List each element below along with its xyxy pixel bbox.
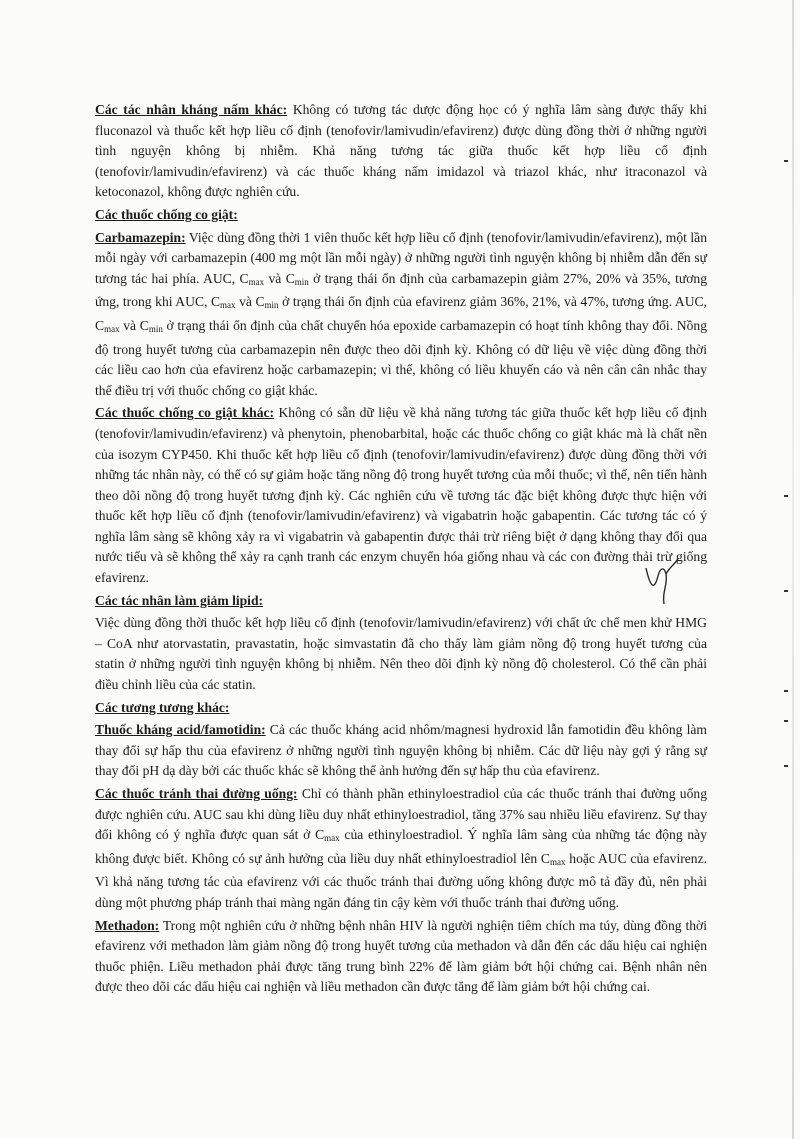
subscript: min: [148, 323, 163, 334]
text-lipid: Việc dùng đồng thời thuốc kết hợp liều cố định (tenofovir/lamivudin/efavirenz) với chất ức chế men khử HMG – CoA như atorvastatin, pravastatin, hoặc simvastatin đã cho thấy làm giảm nồng độ trong huyết tương của statin ở những người tình nguyện không bị nhiễm. Nên theo dõi định kỳ nồng độ cholesterol. Có thể cần phải điều chỉnh liều của các statin.: [95, 615, 707, 693]
paragraph-lipid-title: [95, 591, 707, 612]
heading-antacids: Thuốc kháng acid/famotidin:: [95, 722, 266, 738]
text-carbamazepin-1: Việc dùng đồng thời 1 viên thuốc kết hợp liều cố định (tenofovir/lamivudin/efavirenz), một lần mỗi ngày với carbamazepin (400 mg một lần mỗi ngày) ở những người tình nguyện không bị nhiễm dẫn đến sự tương tác hai phía. AUC, C: [95, 229, 707, 286]
heading-other-anticonvulsants: Các thuốc chống co giật khác:: [95, 405, 275, 421]
heading-carbamazepin: Carbamazepin:: [95, 229, 186, 245]
heading-lipid-agents: Các tác nhân làm giảm lipid:: [95, 592, 264, 608]
text-antacids: Cả các thuốc kháng acid nhôm/magnesi hydroxid lẫn famotidin đều không làm thay đổi sự hấp thu của efavirenz ở những người tình nguyện không bị nhiễm. Các dữ liệu này gợi ý rằng sự thay đổi pH dạ dày bởi các thuốc khác sẽ không thể ảnh hưởng đến sự hấp thu của efavirenz.: [95, 722, 707, 779]
paragraph-antifungals: [95, 100, 707, 203]
margin-mark: [784, 690, 788, 692]
text-antifungals: Không có tương tác dược động học có ý nghĩa lâm sàng được thấy khi fluconazol và thuốc kết hợp liều cố định (tenofovir/lamivudin/efavirenz) được dùng đồng thời ở những người tình nguyện không bị nhiễm. Khả năng tương tác giữa thuốc kết hợp liều cố định (tenofovir/lamivudin/efavirenz) và các thuốc kháng nấm imidazol và triazol khác, như itraconazol và ketoconazol, không được nghiên cứu.: [95, 102, 707, 200]
document-page: [95, 100, 707, 1000]
subscript: max: [248, 276, 265, 287]
heading-anticonvulsants: Các thuốc chống co giật:: [95, 206, 238, 222]
subscript: max: [324, 833, 340, 844]
margin-mark: [784, 720, 788, 722]
paragraph-antacids: [95, 720, 707, 782]
text-contraceptives-1: Chỉ có thành phần ethinyloestradiol của các thuốc tránh thai đường uống được nghiên cứu. AUC sau khi dùng liều duy nhất ethinyloestradiol, tăng 37% sau nhiều liều efavirenz. Sự thay đổi không có ý nghĩa được quan sát ở C: [95, 786, 707, 843]
text-other-anticonvulsants: Không có sẵn dữ liệu về khả năng tương tác giữa thuốc kết hợp liều cố định (tenofovir/lamivudin/efavirenz) và phenytoin, phenobarbital, hoặc các thuốc chống co giật khác mà là chất nền của isozym CYP450. Khi thuốc kết hợp liều cố định (tenofovir/lamivudin/efavirenz) được dùng đồng thời với những tác nhân này, có thể có sự giảm hoặc tăng nồng độ trong huyết tương của mỗi thuốc; vì thế, nên tiến hành theo dõi nồng độ trong huyết tương định kỳ. Các nghiên cứu về tương tác đặc biệt không được thực hiện với thuốc kết hợp liều cố định (tenofovir/lamivudin/efavirenz) và vigabatrin hoặc gabapentin. Các tương tác có ý nghĩa lâm sàng sẽ không xảy ra vì vigabatrin và gabapentin được thải trừ riêng biệt ở dạng không thay đổi qua nước tiểu và sẽ không thể xảy ra cạnh tranh các enzym chuyển hóa giống nhau và các con đường thải trừ giống efavirenz.: [95, 405, 707, 586]
paragraph-other-anticonvulsants: [95, 403, 707, 588]
margin-mark: [784, 590, 788, 592]
text-methadon: Trong một nghiên cứu ở những bệnh nhân HIV là người nghiện tiêm chích ma túy, dùng đồng thời efavirenz với methadon làm giảm nồng độ trong huyết tương của methadon và dẫn đến các dấu hiệu cai nghiện thuốc phiện. Liều methadon phải được tăng trung bình 22% để làm giảm bớt hội chứng cai. Bệnh nhân nên được theo dõi các dấu hiệu cai nghiện và liều methadon cần được tăng để làm giảm bớt hội chứng cai.: [95, 917, 707, 995]
paragraph-carbamazepin: [95, 228, 707, 402]
paragraph-anticonvulsants-title: [95, 205, 707, 226]
text-carbamazepin-7: ở trạng thái ổn định của chất chuyển hóa epoxide carbamazepin có hoạt tính không thay đổi. Nồng độ trong huyết tương của carbamazepin nên được theo dõi định kỳ. Không có dữ liệu về việc dùng đồng thời các liều cao hơn của efavirenz hoặc carbamazepin; vì thế, không có liều khuyến cáo và nên cân cân nhắc thay thế điều trị với thuốc chống co giật khác.: [95, 317, 707, 398]
handwritten-initial-mark: [642, 556, 682, 608]
heading-methadon: Methadon:: [95, 917, 160, 933]
text-carbamazepin-3: ở trạng thái ổn định của carbamazepin giảm 27%, 20% và 35%, tương ứng, trong khi AUC, C: [95, 270, 707, 310]
margin-mark: [784, 765, 788, 767]
heading-contraceptives: Các thuốc tránh thai đường uống:: [95, 786, 298, 801]
text-carbamazepin-5: ở trạng thái ổn định của efavirenz giảm 36%, 21%, và 47%, tương ứng. AUC, C: [95, 294, 708, 333]
text-carbamazepin-4: và C: [235, 294, 265, 310]
subscript: max: [104, 323, 120, 334]
paragraph-contraceptives: [95, 784, 707, 914]
subscript: max: [550, 856, 566, 867]
text-contraceptives-3: hoặc AUC của efavirenz. Vì khả năng tương tác của efavirenz với các thuốc tránh thai đường uống không được mô tả đầy đủ, nên phải dùng một phương pháp tránh thai màng ngăn đáng tin cậy kèm với thuốc tránh thai đường uống.: [95, 850, 708, 910]
paragraph-methadon: [95, 916, 707, 998]
margin-mark: [784, 160, 788, 162]
text-contraceptives-2: của ethinyloestradiol. Ý nghĩa lâm sàng của những tác động này không được biết. Không có sự ảnh hưởng của liều duy nhất ethinyloestradiol lên C: [95, 827, 707, 866]
scan-edge-shadow: [792, 0, 794, 1139]
text-carbamazepin-2: và C: [264, 270, 295, 286]
subscript: min: [294, 276, 309, 287]
heading-antifungals: Các tác nhân kháng nấm khác:: [95, 102, 288, 117]
margin-mark: [784, 495, 788, 497]
text-carbamazepin-6: và C: [119, 317, 149, 333]
heading-other-interactions: Các tương tương khác:: [95, 699, 230, 715]
subscript: max: [220, 300, 236, 311]
subscript: min: [264, 300, 279, 311]
paragraph-other-interactions-title: [95, 698, 707, 719]
paragraph-lipid: [95, 613, 707, 695]
